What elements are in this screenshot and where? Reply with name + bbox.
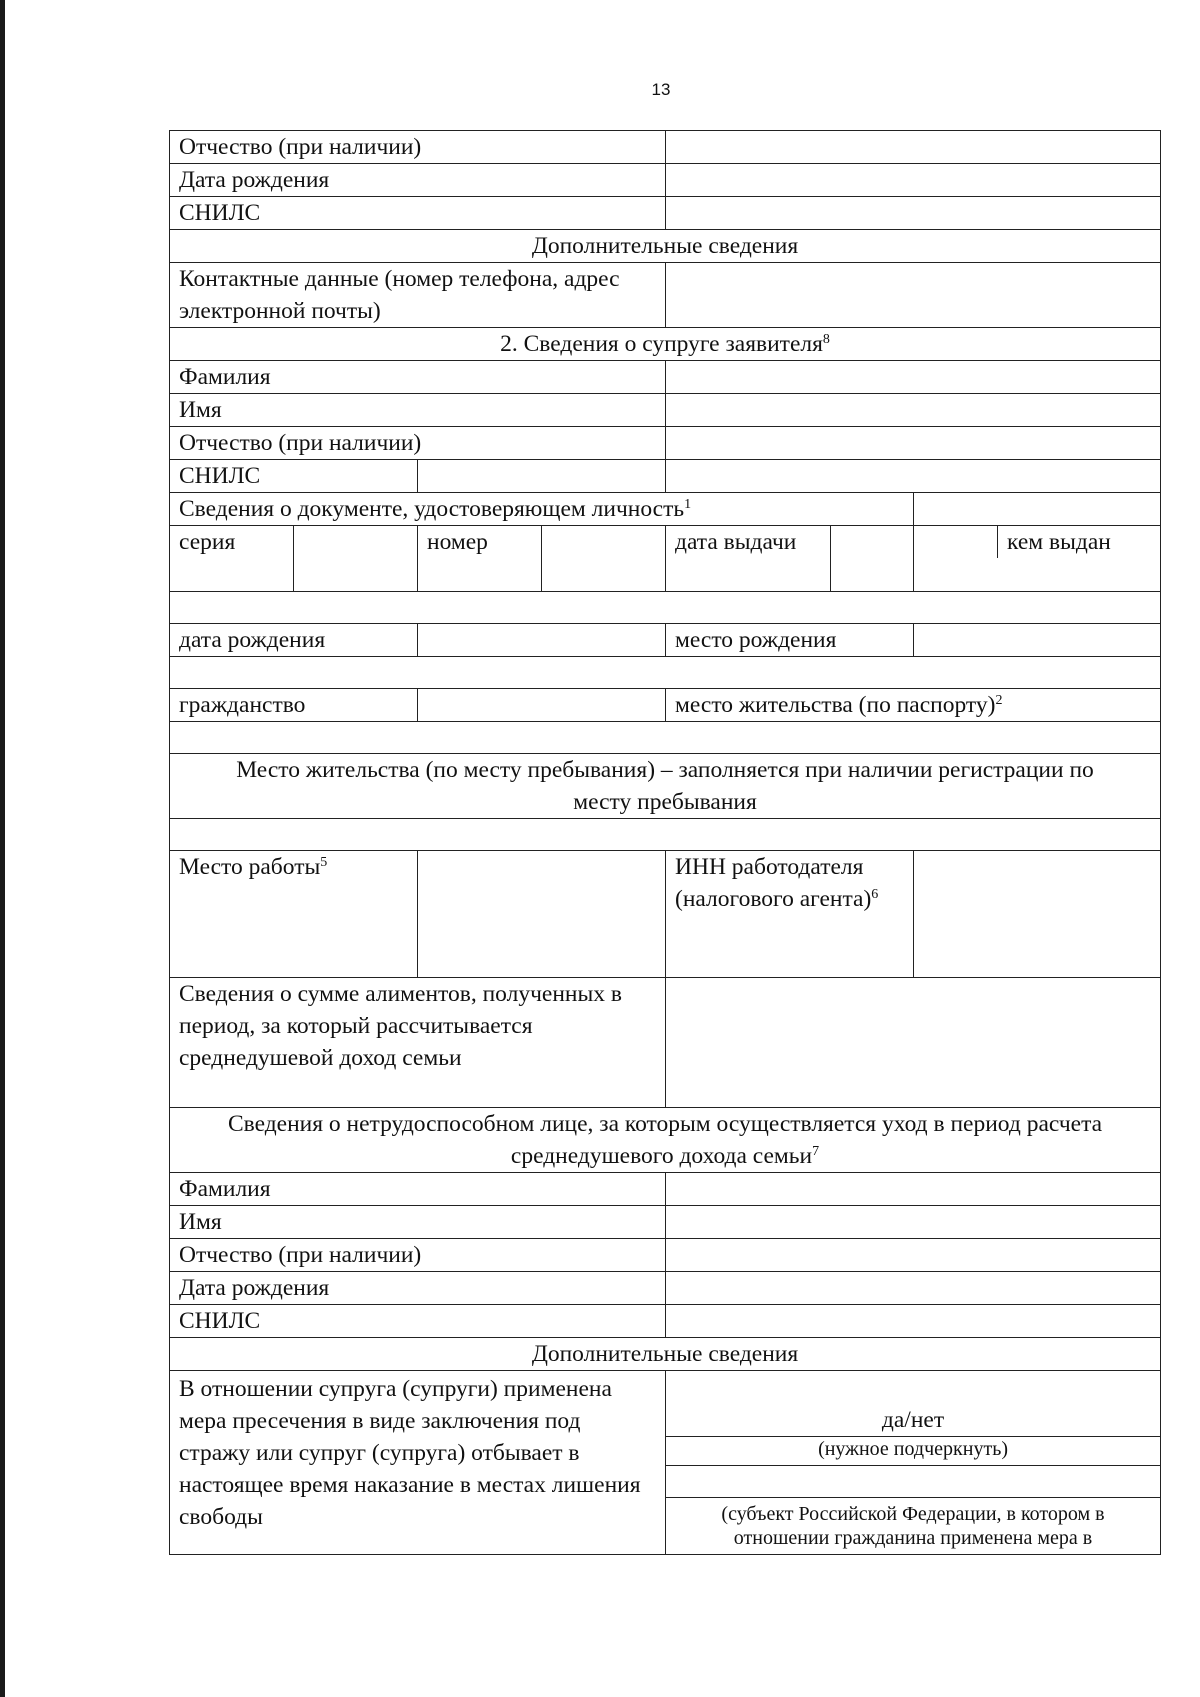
field-inc-patronymic[interactable] [666,1239,1161,1272]
label-temp-residence: Место жительства (по месту пребывания) – заполняется при наличии регистрации по месту пребывания [170,754,1161,819]
incapacitated-title: Сведения о нетрудоспособном лице, за которым осуществляется уход в период расчета среднедушевого дохода семьи [227,1111,1103,1169]
label-number: номер [418,526,542,592]
footnote-1: 1 [684,497,692,512]
label-issue-date: дата выдачи [666,526,831,592]
field-inc-surname[interactable] [666,1173,1161,1206]
field-id-document[interactable] [914,493,1161,526]
field-number[interactable] [542,526,666,592]
row-incapacitated-header [170,1108,1161,1173]
row-spouse-patronymic [170,427,1161,460]
row-spouse-name [170,394,1161,427]
row-detention [170,1371,1161,1555]
section-additional-info: Дополнительные сведения [170,230,1161,263]
field-birth-place-value[interactable] [170,657,1161,689]
row-spouse-header [170,328,1161,361]
yes-no-text: да/нет [881,1407,945,1433]
row-additional-info-header [170,230,1161,263]
field-issue-date[interactable] [831,526,914,592]
field-birth-place[interactable] [914,624,1161,657]
label-residence-passport [666,689,1161,722]
label-employer-inn [666,851,914,978]
field-inc-name[interactable] [666,1206,1161,1239]
field-spouse-snils-b[interactable] [666,460,1161,493]
label-snils: СНИЛС [170,197,666,230]
field-name[interactable] [666,394,1161,427]
row-spouse-surname [170,361,1161,394]
underline-hint: (нужное подчеркнуть) [666,1436,1160,1461]
label-issued-by [914,526,1161,592]
footnote-2: 2 [995,693,1003,708]
label-birth-date: Дата рождения [170,164,666,197]
label-inc-name: Имя [170,1206,666,1239]
row-additional-info-2-header [170,1338,1161,1371]
row-residence-field [170,722,1161,754]
label-id-document [170,493,914,526]
field-citizenship[interactable] [418,689,666,722]
section-incapacitated [170,1108,1161,1173]
row-issued-by-field [170,592,1161,624]
row-id-document [170,493,1161,526]
label-name: Имя [170,394,666,427]
field-temp-residence[interactable] [170,819,1161,851]
row-inc-snils [170,1305,1161,1338]
label-spouse-patronymic: Отчество (при наличии) [170,427,666,460]
field-surname[interactable] [666,361,1161,394]
yes-no-block[interactable] [666,1371,1160,1465]
footnote-8: 8 [822,332,830,347]
field-series[interactable] [294,526,418,592]
label-inc-snils: СНИЛС [170,1305,666,1338]
field-birth-date[interactable] [666,164,1161,197]
label-contact-data: Контактные данные (номер телефона, адрес электронной почты) [170,263,666,328]
field-issued-by[interactable] [914,526,997,558]
label-alimony: Сведения о сумме алиментов, полученных в период, за который рассчитывается среднедушевой доход семьи [170,978,666,1108]
footnote-7: 7 [812,1144,820,1159]
field-inc-snils[interactable] [666,1305,1161,1338]
residence-passport-text: место жительства (по паспорту) [675,692,996,718]
label-inc-patronymic: Отчество (при наличии) [170,1239,666,1272]
label-workplace [170,851,418,978]
label-detention: В отношении супруга (супруги) применена мера пресечения в виде заключения под стражу или супруг (супруга) отбывает в настоящее время наказание в местах лишения свободы [170,1371,666,1555]
application-form [169,130,1160,1555]
row-id-details [170,526,1161,592]
issued-by-text: кем выдан [997,526,1151,558]
id-document-text: Сведения о документе, удостоверяющем личность [179,496,685,522]
row-inc-patronymic [170,1239,1161,1272]
label-birth-place: место рождения [666,624,914,657]
page-number: 13 [651,80,671,99]
row-inc-name [170,1206,1161,1239]
field-employer-inn[interactable] [914,851,1161,978]
label-surname: Фамилия [170,361,666,394]
label-spouse-snils: СНИЛС [170,460,418,493]
row-birth-info [170,624,1161,657]
footnote-5: 5 [320,855,328,870]
row-birth-date [170,164,1161,197]
field-contact-data[interactable] [666,263,1161,328]
field-snils[interactable] [666,197,1161,230]
row-spouse-snils [170,460,1161,493]
row-alimony [170,978,1161,1108]
label-inc-surname: Фамилия [170,1173,666,1206]
detention-answer-cell [666,1371,1161,1555]
field-region[interactable] [666,1465,1160,1497]
field-spouse-patronymic[interactable] [666,427,1161,460]
row-temp-residence-field [170,819,1161,851]
row-snils [170,197,1161,230]
field-spouse-snils-a[interactable] [418,460,666,493]
section-spouse [170,328,1161,361]
row-inc-surname [170,1173,1161,1206]
row-birth-place-field [170,657,1161,689]
footnote-6: 6 [871,887,879,902]
label-series: серия [170,526,294,592]
section-spouse-title: 2. Сведения о супруге заявителя [500,331,823,357]
label-patronymic: Отчество (при наличии) [170,131,666,164]
field-patronymic[interactable] [666,131,1161,164]
field-inc-birth-date[interactable] [666,1272,1161,1305]
label-inc-birth-date: Дата рождения [170,1272,666,1305]
label-citizenship: гражданство [170,689,418,722]
row-citizenship [170,689,1161,722]
row-temp-residence-header [170,754,1161,819]
field-issued-by-value[interactable] [170,592,1161,624]
row-inc-birth-date [170,1272,1161,1305]
field-workplace[interactable] [418,851,666,978]
scan-edge [0,0,5,1697]
form-table [169,130,1161,1555]
region-hint: (субъект Российской Федерации, в котором в отношении гражданина применена мера в [666,1497,1160,1550]
employer-inn-text: ИНН работодателя (налогового агента) [675,854,872,912]
workplace-text: Место работы [179,854,321,880]
row-contact-data [170,263,1161,328]
section-additional-info-2: Дополнительные сведения [170,1338,1161,1371]
row-patronymic [170,131,1161,164]
field-alimony[interactable] [666,978,1161,1108]
field-residence-passport[interactable] [170,722,1161,754]
field-birth-date-lower[interactable] [418,624,666,657]
row-workplace [170,851,1161,978]
label-birth-date-lower: дата рождения [170,624,418,657]
